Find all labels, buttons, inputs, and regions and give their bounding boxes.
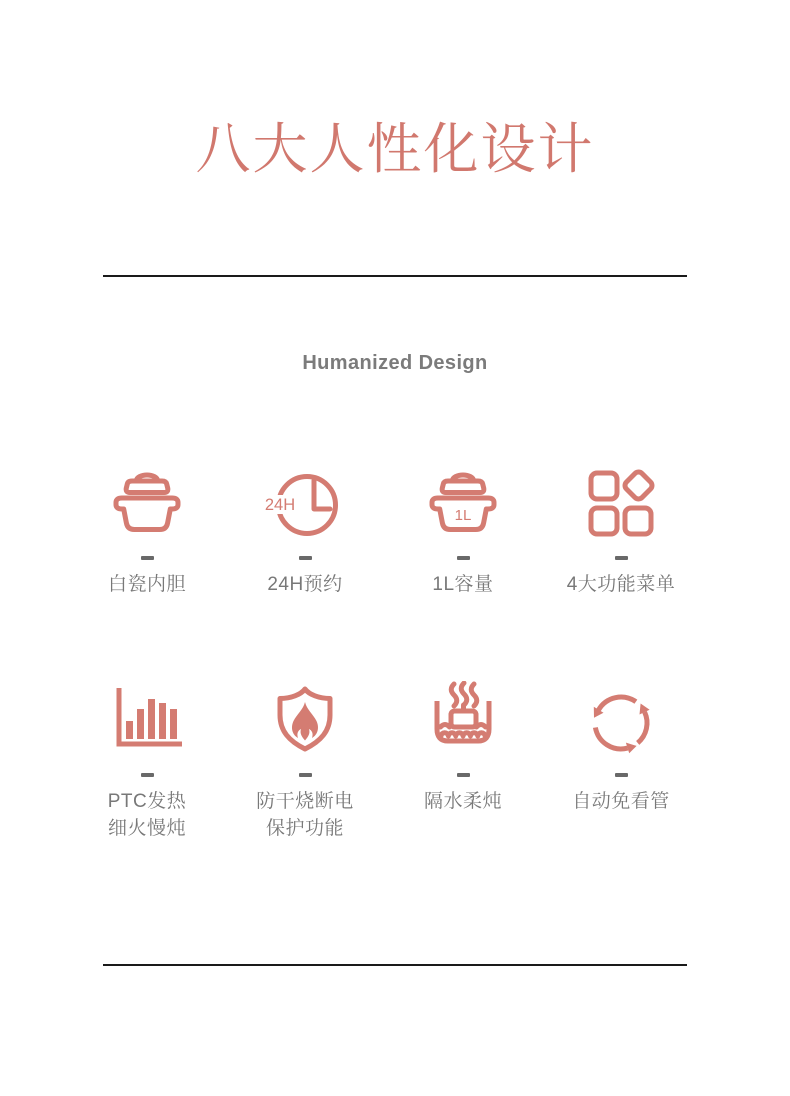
heating-bars-icon <box>105 679 189 767</box>
shield-flame-icon <box>263 679 347 767</box>
pot-icon <box>105 462 189 550</box>
feature-dash <box>615 773 628 777</box>
page-subtitle: Humanized Design <box>302 352 488 374</box>
feature-label: 自动免看管 <box>572 791 670 812</box>
clock-24h-icon <box>263 462 347 550</box>
capacity-label: 1L <box>454 507 472 524</box>
feature-label: 白瓷内胆 <box>107 574 186 595</box>
feature-menu-functions <box>542 462 700 598</box>
feature-1l-capacity <box>384 462 542 598</box>
feature-dash <box>141 773 154 777</box>
menu-grid-icon <box>579 462 663 550</box>
feature-dash <box>615 556 628 560</box>
feature-dash <box>457 773 470 777</box>
feature-label: 防干烧断电 保护功能 <box>256 791 354 839</box>
clock-24h-label: 24H <box>264 496 296 514</box>
feature-auto-unattended <box>542 679 700 842</box>
feature-24h-preset <box>226 462 384 598</box>
feature-label: 4大功能菜单 <box>566 574 676 595</box>
feature-dash <box>141 556 154 560</box>
feature-label: 1L容量 <box>432 574 494 595</box>
page-title: 八大人性化设计 <box>195 117 595 181</box>
feature-dash <box>299 773 312 777</box>
feature-white-porcelain <box>68 462 226 598</box>
feature-label: PTC发热 细火慢炖 <box>107 791 187 839</box>
feature-ptc-heating <box>68 679 226 842</box>
divider-bottom <box>103 964 687 966</box>
divider-top <box>103 275 687 277</box>
pot-capacity-icon <box>421 462 505 550</box>
cycle-arrows-icon <box>579 679 663 767</box>
feature-label: 24H预约 <box>267 574 343 595</box>
feature-dash <box>299 556 312 560</box>
feature-row-2 <box>68 679 700 842</box>
feature-row-1 <box>68 462 700 598</box>
double-boiler-icon <box>421 679 505 767</box>
feature-dry-burn-protection <box>226 679 384 842</box>
feature-label: 隔水柔炖 <box>423 791 502 812</box>
feature-dash <box>457 556 470 560</box>
feature-water-stew <box>384 679 542 842</box>
